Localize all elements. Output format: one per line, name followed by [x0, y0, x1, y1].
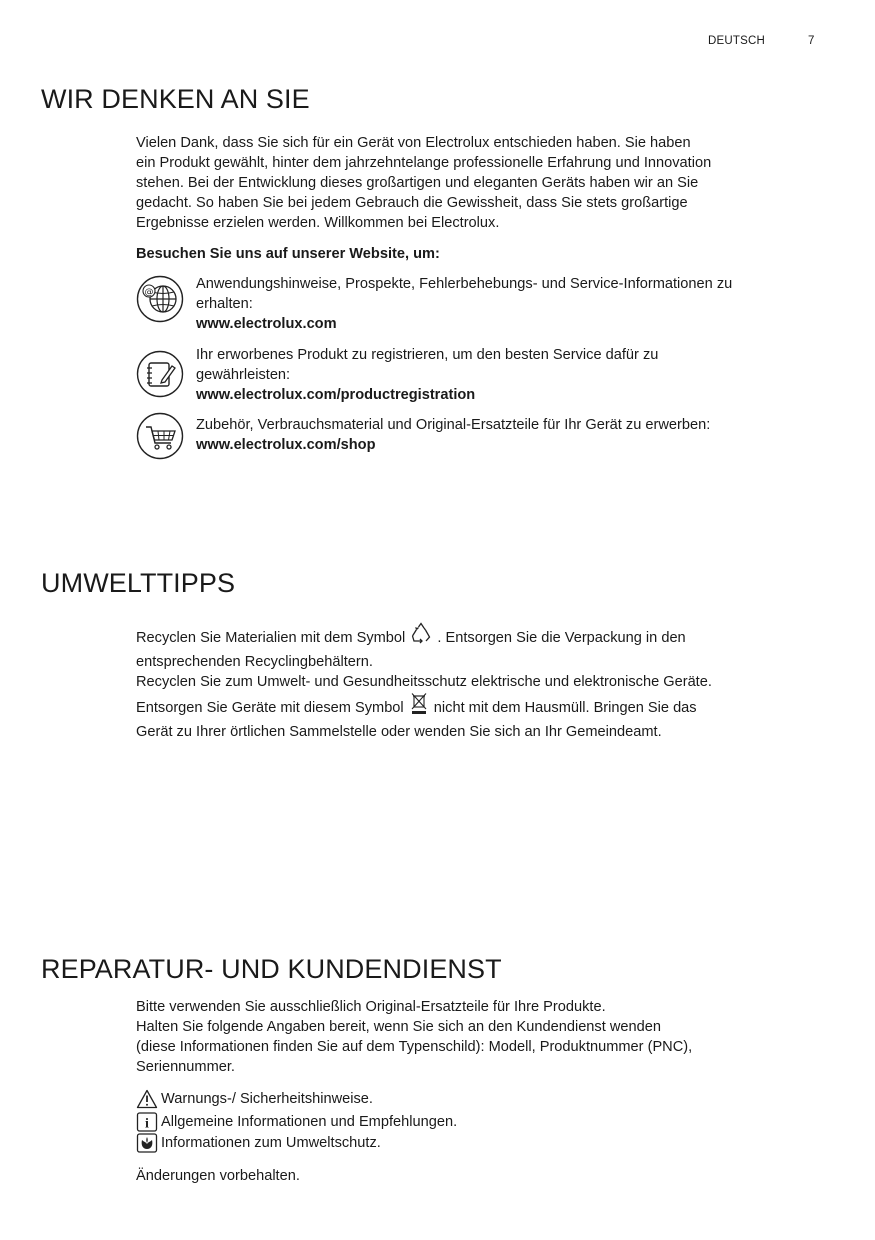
- recycle-text: entsprechenden Recyclingbehältern.: [136, 654, 373, 670]
- symbol-legend-text: Warnungs-/ Sicherheitshinweise.: [161, 1091, 373, 1107]
- web-globe-icon: [136, 275, 184, 323]
- symbol-legend-info: [136, 1112, 457, 1132]
- section-title-reparatur: REPARATUR- UND KUNDENDIENST: [41, 954, 502, 984]
- environment-icon: [136, 1133, 158, 1153]
- svg-text:@: @: [144, 287, 154, 298]
- service-paragraph: [136, 997, 836, 1077]
- svg-text:i: i: [145, 1116, 149, 1132]
- intro-line: stehen. Bei der Entwicklung dieses großartigen und eleganten Geräts haben wir an Sie: [136, 175, 699, 191]
- intro-line: gedacht. So haben Sie bei jedem Gebrauch die Gewissheit, dass Sie stets großartige: [136, 195, 688, 211]
- section-title-umwelttipps: UMWELTTIPPS: [41, 568, 236, 598]
- service-line: Halten Sie folgende Angaben bereit, wenn Sie sich an den Kundendienst wenden: [136, 1019, 661, 1035]
- visit-item-text: erhalten:: [196, 296, 253, 312]
- visit-item-shop: [196, 415, 826, 455]
- disposal-text: nicht mit dem Hausmüll. Bringen Sie das: [433, 700, 697, 716]
- website-link[interactable]: www.electrolux.com: [196, 316, 337, 332]
- disposal-text: Entsorgen Sie Geräte mit diesem Symbol: [136, 700, 404, 716]
- changes-reserved-note: Änderungen vorbehalten.: [136, 1168, 300, 1184]
- disposal-paragraph: [136, 692, 836, 742]
- visit-item-web: [196, 274, 826, 334]
- header-language: DEUTSCH: [708, 35, 765, 47]
- warning-triangle-icon: [136, 1089, 158, 1109]
- shop-link[interactable]: www.electrolux.com/shop: [196, 437, 376, 453]
- page-number: 7: [808, 35, 815, 47]
- visit-item-text: gewährleisten:: [196, 367, 291, 383]
- recycle-paragraph: [136, 622, 836, 692]
- visit-heading: Besuchen Sie uns auf unserer Website, um:: [136, 246, 440, 262]
- info-icon: [136, 1112, 158, 1132]
- intro-line: Ergebnisse erzielen werden. Willkommen bei Electrolux.: [136, 215, 500, 231]
- visit-item-registration: [196, 345, 826, 405]
- symbol-legend-warning: [136, 1089, 373, 1109]
- registration-link[interactable]: www.electrolux.com/productregistration: [196, 387, 476, 403]
- symbol-legend-text: Informationen zum Umweltschutz.: [161, 1135, 381, 1151]
- recycle-icon: [409, 622, 433, 652]
- weee-bin-icon: [408, 692, 430, 722]
- section-title-wir-denken: WIR DENKEN AN SIE: [41, 84, 310, 114]
- service-line: Seriennummer.: [136, 1059, 235, 1075]
- service-line: Bitte verwenden Sie ausschließlich Original-Ersatzteile für Ihre Produkte.: [136, 999, 606, 1015]
- symbol-legend-text: Allgemeine Informationen und Empfehlungen.: [161, 1114, 458, 1130]
- intro-line: ein Produkt gewählt, hinter dem jahrzehntelange professionelle Erfahrung und Innovation: [136, 155, 712, 171]
- symbol-legend-environment: [136, 1133, 381, 1153]
- service-line: (diese Informationen finden Sie auf dem Typenschild): Modell, Produktnummer (PNC),: [136, 1039, 693, 1055]
- visit-item-text: Ihr erworbenes Produkt zu registrieren, um den besten Service dafür zu: [196, 347, 659, 363]
- intro-paragraph: [136, 133, 836, 233]
- disposal-text: Gerät zu Ihrer örtlichen Sammelstelle oder wenden Sie sich an Ihr Gemeindeamt.: [136, 724, 662, 740]
- intro-line: Vielen Dank, dass Sie sich für ein Gerät von Electrolux entschieden haben. Sie haben: [136, 135, 691, 151]
- visit-item-text: Anwendungshinweise, Prospekte, Fehlerbehebungs- und Service-Informationen zu: [196, 276, 733, 292]
- recycle-text: . Entsorgen Sie die Verpackung in den: [437, 630, 686, 646]
- shopping-cart-icon: [136, 412, 184, 460]
- visit-item-text: Zubehör, Verbrauchsmaterial und Original-Ersatzteile für Ihr Gerät zu erwerben:: [196, 417, 711, 433]
- registration-notepad-icon: [136, 350, 184, 398]
- recycle-text: Recyclen Sie zum Umwelt- und Gesundheitsschutz elektrische und elektronische Geräte.: [136, 674, 712, 690]
- recycle-text: Recyclen Sie Materialien mit dem Symbol: [136, 630, 406, 646]
